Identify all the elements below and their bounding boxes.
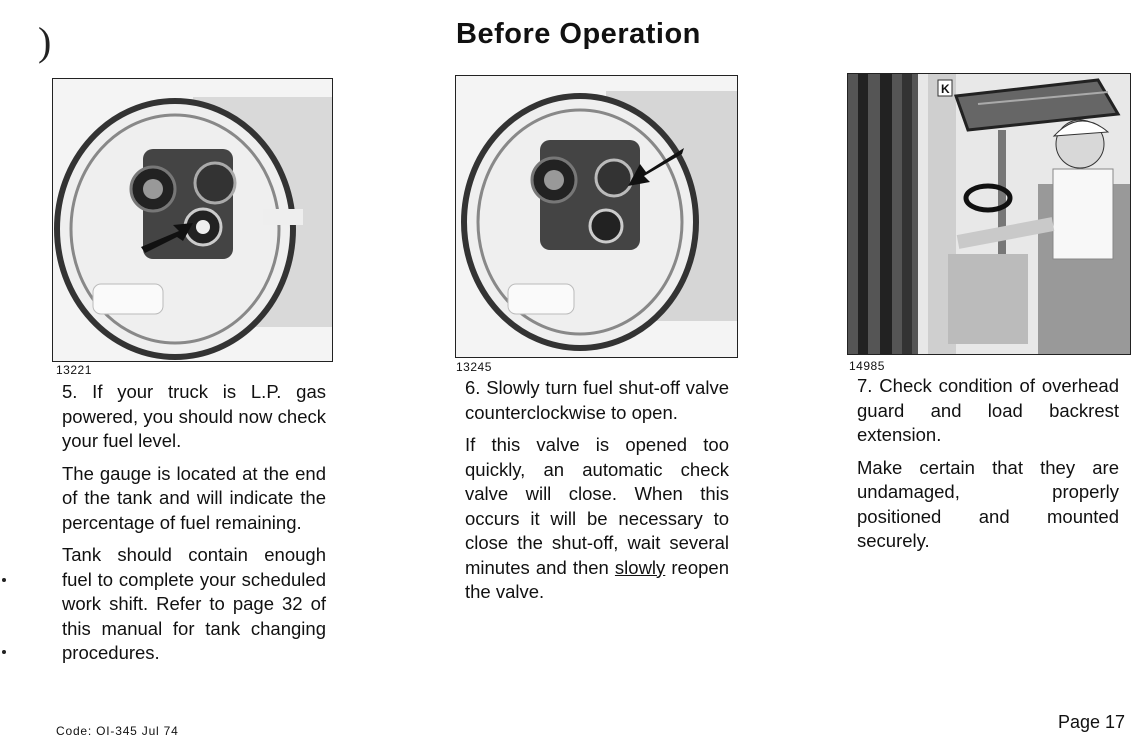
paragraph-text: If this valve is opened too quickly, an automatic check valve will close. When this occurs it will be necessary to close the shut-off, wait several minutes and then	[465, 434, 729, 578]
paragraph: Tank should contain enough fuel to complete your scheduled work shift. Refer to page 32 of this manual for tank changing procedures.	[62, 544, 326, 663]
paragraph: 5. If your truck is L.P. gas powered, you should now check your fuel level.	[62, 381, 326, 451]
photo-number: 14985	[849, 359, 885, 373]
document-code: Code: OI-345 Jul 74	[56, 724, 179, 738]
scan-mark	[2, 578, 6, 582]
paragraph: Make certain that they are undamaged, properly positioned and mounted securely.	[857, 456, 1119, 551]
instructions-step-7	[857, 374, 1119, 562]
page-number: Page 17	[1058, 712, 1126, 732]
photo-number: 13221	[56, 363, 92, 377]
page-title: Before Operation	[456, 18, 701, 50]
instructions-step-5	[62, 380, 326, 674]
photo-lp-tank-valve	[455, 75, 738, 358]
photo-overhead-guard	[847, 73, 1131, 355]
underlined-word: slowly	[614, 556, 666, 578]
photo-lp-tank-gauge	[52, 78, 333, 362]
lp-tank-valve-illustration	[456, 76, 737, 357]
paragraph: The gauge is located at the end of the tank and will indicate the percentage of fuel remaining.	[62, 462, 326, 533]
paragraph: 7. Check condition of overhead guard and load backrest extension.	[857, 375, 1119, 445]
lp-tank-gauge-illustration	[53, 79, 332, 361]
overhead-guard-illustration	[848, 74, 1130, 354]
paragraph: 6. Slowly turn fuel shut-off valve counterclockwise to open.	[465, 377, 729, 423]
scan-mark	[2, 650, 6, 654]
paragraph-tail: reopen the valve.	[465, 556, 729, 602]
instructions-step-6	[465, 376, 729, 605]
mast-label: K	[941, 82, 950, 96]
paragraph	[465, 433, 729, 605]
photo-number: 13245	[456, 360, 492, 374]
margin-parenthesis: )	[38, 19, 52, 64]
